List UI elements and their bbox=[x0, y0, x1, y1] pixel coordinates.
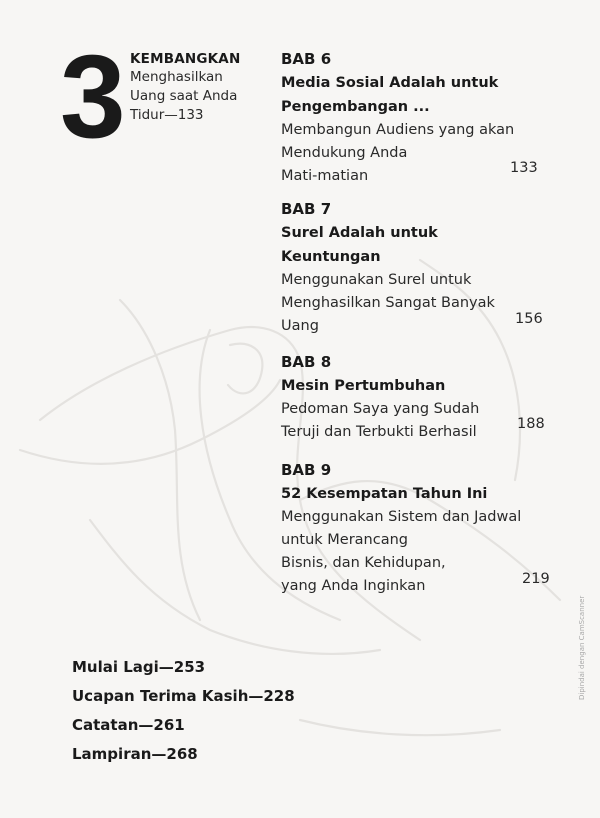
chapter-subtitle-line: Bisnis, dan Kehidupan, bbox=[281, 555, 446, 571]
chapter-subtitle-line: Uang bbox=[281, 318, 319, 334]
part-number: 3 bbox=[60, 31, 126, 163]
part-description-line: Tidur—133 bbox=[130, 107, 204, 123]
chapter-subtitle-line: Teruji dan Terbukti Berhasil bbox=[281, 424, 477, 440]
back-matter-item[interactable]: Lampiran—268 bbox=[72, 745, 198, 763]
back-matter-list bbox=[72, 653, 295, 769]
chapter-title-line: Keuntungan bbox=[281, 249, 381, 265]
back-matter-item[interactable]: Ucapan Terima Kasih—228 bbox=[72, 687, 295, 705]
chapter-label: BAB 8 bbox=[281, 353, 332, 371]
chapter-subtitle-line: Mati-matian bbox=[281, 168, 369, 184]
chapter-subtitle-line: Mendukung Anda bbox=[281, 145, 408, 161]
back-matter-item[interactable]: Catatan—261 bbox=[72, 716, 185, 734]
chapter-subtitle-line: Membangun Audiens yang akan bbox=[281, 122, 515, 138]
chapter-label: BAB 7 bbox=[281, 200, 332, 218]
chapter-9-entry[interactable] bbox=[281, 458, 550, 598]
chapter-subtitle-line: Pedoman Saya yang Sudah bbox=[281, 401, 480, 417]
chapter-6-entry[interactable] bbox=[281, 47, 546, 188]
back-matter-item[interactable]: Mulai Lagi—253 bbox=[72, 658, 206, 676]
scanner-watermark: Dipindai dengan CamScanner bbox=[578, 595, 586, 700]
chapter-subtitle-line: Menggunakan Surel untuk bbox=[281, 272, 472, 288]
part-description-line: Uang saat Anda bbox=[130, 88, 238, 104]
chapter-page-number: 188 bbox=[517, 416, 545, 432]
chapter-page-number: 156 bbox=[515, 311, 543, 327]
chapter-label: BAB 9 bbox=[281, 461, 332, 479]
chapter-subtitle-line: yang Anda Inginkan bbox=[281, 578, 426, 594]
part-description-line: Menghasilkan bbox=[130, 69, 223, 85]
part-heading bbox=[130, 50, 260, 125]
chapter-label: BAB 6 bbox=[281, 50, 332, 68]
part-title: KEMBANGKAN bbox=[130, 51, 241, 67]
chapter-title-line: Mesin Pertumbuhan bbox=[281, 378, 446, 394]
chapter-subtitle-line: Menghasilkan Sangat Banyak bbox=[281, 295, 495, 311]
chapter-title-line: Surel Adalah untuk bbox=[281, 225, 438, 241]
chapter-subtitle-line: Menggunakan Sistem dan Jadwal bbox=[281, 509, 522, 525]
chapter-title-line: Pengembangan ... bbox=[281, 99, 430, 115]
chapter-7-entry[interactable] bbox=[281, 197, 546, 338]
chapter-subtitle-line: untuk Merancang bbox=[281, 532, 408, 548]
chapter-page-number: 219 bbox=[522, 571, 550, 587]
chapter-title-line: Media Sosial Adalah untuk bbox=[281, 75, 499, 91]
chapter-title-line: 52 Kesempatan Tahun Ini bbox=[281, 486, 488, 502]
chapter-page-number: 133 bbox=[510, 160, 538, 176]
chapter-8-entry[interactable] bbox=[281, 350, 546, 444]
